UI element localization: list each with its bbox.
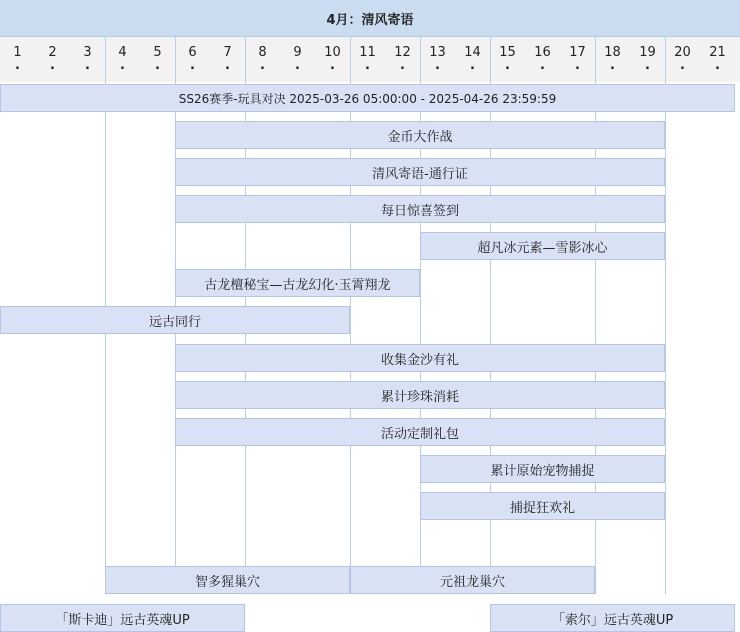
day-number: 10 — [324, 45, 341, 60]
day-13 — [420, 37, 455, 82]
day-19 — [630, 37, 665, 82]
day-marker: . — [225, 58, 230, 73]
day-marker: . — [715, 58, 720, 73]
day-number: 13 — [429, 45, 446, 60]
event-bar-label: 元祖龙巢穴 — [439, 574, 505, 590]
day-marker: . — [260, 58, 265, 73]
day-number: 12 — [394, 45, 411, 60]
day-marker: . — [50, 58, 55, 73]
day-15 — [490, 37, 525, 82]
event-bar[interactable] — [175, 344, 665, 372]
event-bar-label: 每日惊喜签到 — [380, 203, 459, 219]
event-bar-label: 累计原始宠物捕捉 — [490, 463, 595, 479]
day-number: 17 — [569, 45, 586, 60]
event-bar[interactable] — [420, 232, 665, 260]
day-number: 11 — [359, 45, 376, 60]
season-bar[interactable] — [0, 84, 735, 112]
day-12 — [385, 37, 420, 82]
day-9 — [280, 37, 315, 82]
event-bar[interactable] — [175, 121, 665, 149]
day-marker: . — [365, 58, 370, 73]
day-number: 16 — [534, 45, 551, 60]
day-number: 7 — [223, 45, 232, 60]
day-marker: . — [190, 58, 195, 73]
day-marker: . — [155, 58, 160, 73]
day-marker: . — [120, 58, 125, 73]
day-1 — [0, 37, 35, 82]
day-2 — [35, 37, 70, 82]
day-3 — [70, 37, 105, 82]
day-18 — [595, 37, 630, 82]
event-bar-label: 「斯卡迪」远古英魂UP — [55, 612, 190, 628]
calendar-header — [0, 0, 740, 37]
day-21 — [700, 37, 735, 82]
day-10 — [315, 37, 350, 82]
day-14 — [455, 37, 490, 82]
day-marker: . — [575, 58, 580, 73]
event-bar-label: 清风寄语-通行证 — [372, 166, 468, 182]
day-number: 8 — [258, 45, 267, 60]
event-bar-label: 古龙檀秘宝—古龙幻化·玉霄翔龙 — [204, 277, 391, 293]
event-bar-label: 远古同行 — [148, 314, 201, 330]
day-6 — [175, 37, 210, 82]
day-number: 2 — [48, 45, 57, 60]
event-bar[interactable] — [105, 566, 350, 594]
day-marker: . — [540, 58, 545, 73]
event-bar[interactable] — [0, 306, 350, 334]
day-8 — [245, 37, 280, 82]
event-bar[interactable] — [350, 566, 595, 594]
event-bar-label: 活动定制礼包 — [380, 426, 459, 442]
event-bar-label: 累计珍珠消耗 — [380, 389, 459, 405]
event-bar[interactable] — [0, 604, 245, 632]
day-marker: . — [295, 58, 300, 73]
day-16 — [525, 37, 560, 82]
event-bar[interactable] — [175, 195, 665, 223]
day-5 — [140, 37, 175, 82]
day-number: 19 — [639, 45, 656, 60]
event-bar[interactable] — [175, 269, 420, 297]
event-bar-label: 收集金沙有礼 — [380, 352, 459, 368]
season-bar-label: SS26赛季-玩具对决 2025-03-26 05:00:00 - 2025-04-26 23:59:59 — [178, 91, 557, 106]
event-bar[interactable] — [175, 158, 665, 186]
day-number-row — [0, 37, 740, 82]
day-number: 3 — [83, 45, 92, 60]
event-bar[interactable] — [175, 418, 665, 446]
day-4 — [105, 37, 140, 82]
calendar-title: 4月：清风寄语 — [326, 12, 414, 28]
day-number: 20 — [674, 45, 691, 60]
day-marker: . — [505, 58, 510, 73]
event-bar-label: 「索尔」远古英魂UP — [551, 612, 674, 628]
day-7 — [210, 37, 245, 82]
event-bar[interactable] — [175, 381, 665, 409]
day-number: 21 — [709, 45, 726, 60]
day-number: 1 — [13, 45, 22, 60]
day-20 — [665, 37, 700, 82]
day-marker: . — [435, 58, 440, 73]
day-number: 9 — [293, 45, 302, 60]
event-bar-label: 捕捉狂欢礼 — [509, 500, 575, 516]
day-marker: . — [330, 58, 335, 73]
day-marker: . — [85, 58, 90, 73]
day-number: 6 — [188, 45, 197, 60]
event-bar[interactable] — [420, 492, 665, 520]
day-number: 15 — [499, 45, 516, 60]
event-bar-label: 超凡冰元素—雪影冰心 — [477, 240, 608, 256]
day-marker: . — [680, 58, 685, 73]
day-marker: . — [15, 58, 20, 73]
day-number: 4 — [118, 45, 127, 60]
week-divider-line — [665, 37, 666, 594]
day-marker: . — [645, 58, 650, 73]
event-bar-label: 金币大作战 — [387, 129, 453, 145]
day-number: 14 — [464, 45, 481, 60]
day-number: 5 — [153, 45, 162, 60]
day-17 — [560, 37, 595, 82]
day-marker: . — [610, 58, 615, 73]
event-bar[interactable] — [490, 604, 735, 632]
event-bar[interactable] — [420, 455, 665, 483]
day-marker: . — [400, 58, 405, 73]
day-number: 18 — [604, 45, 621, 60]
event-bar-label: 智多猩巢穴 — [194, 574, 260, 590]
day-marker: . — [470, 58, 475, 73]
day-11 — [350, 37, 385, 82]
